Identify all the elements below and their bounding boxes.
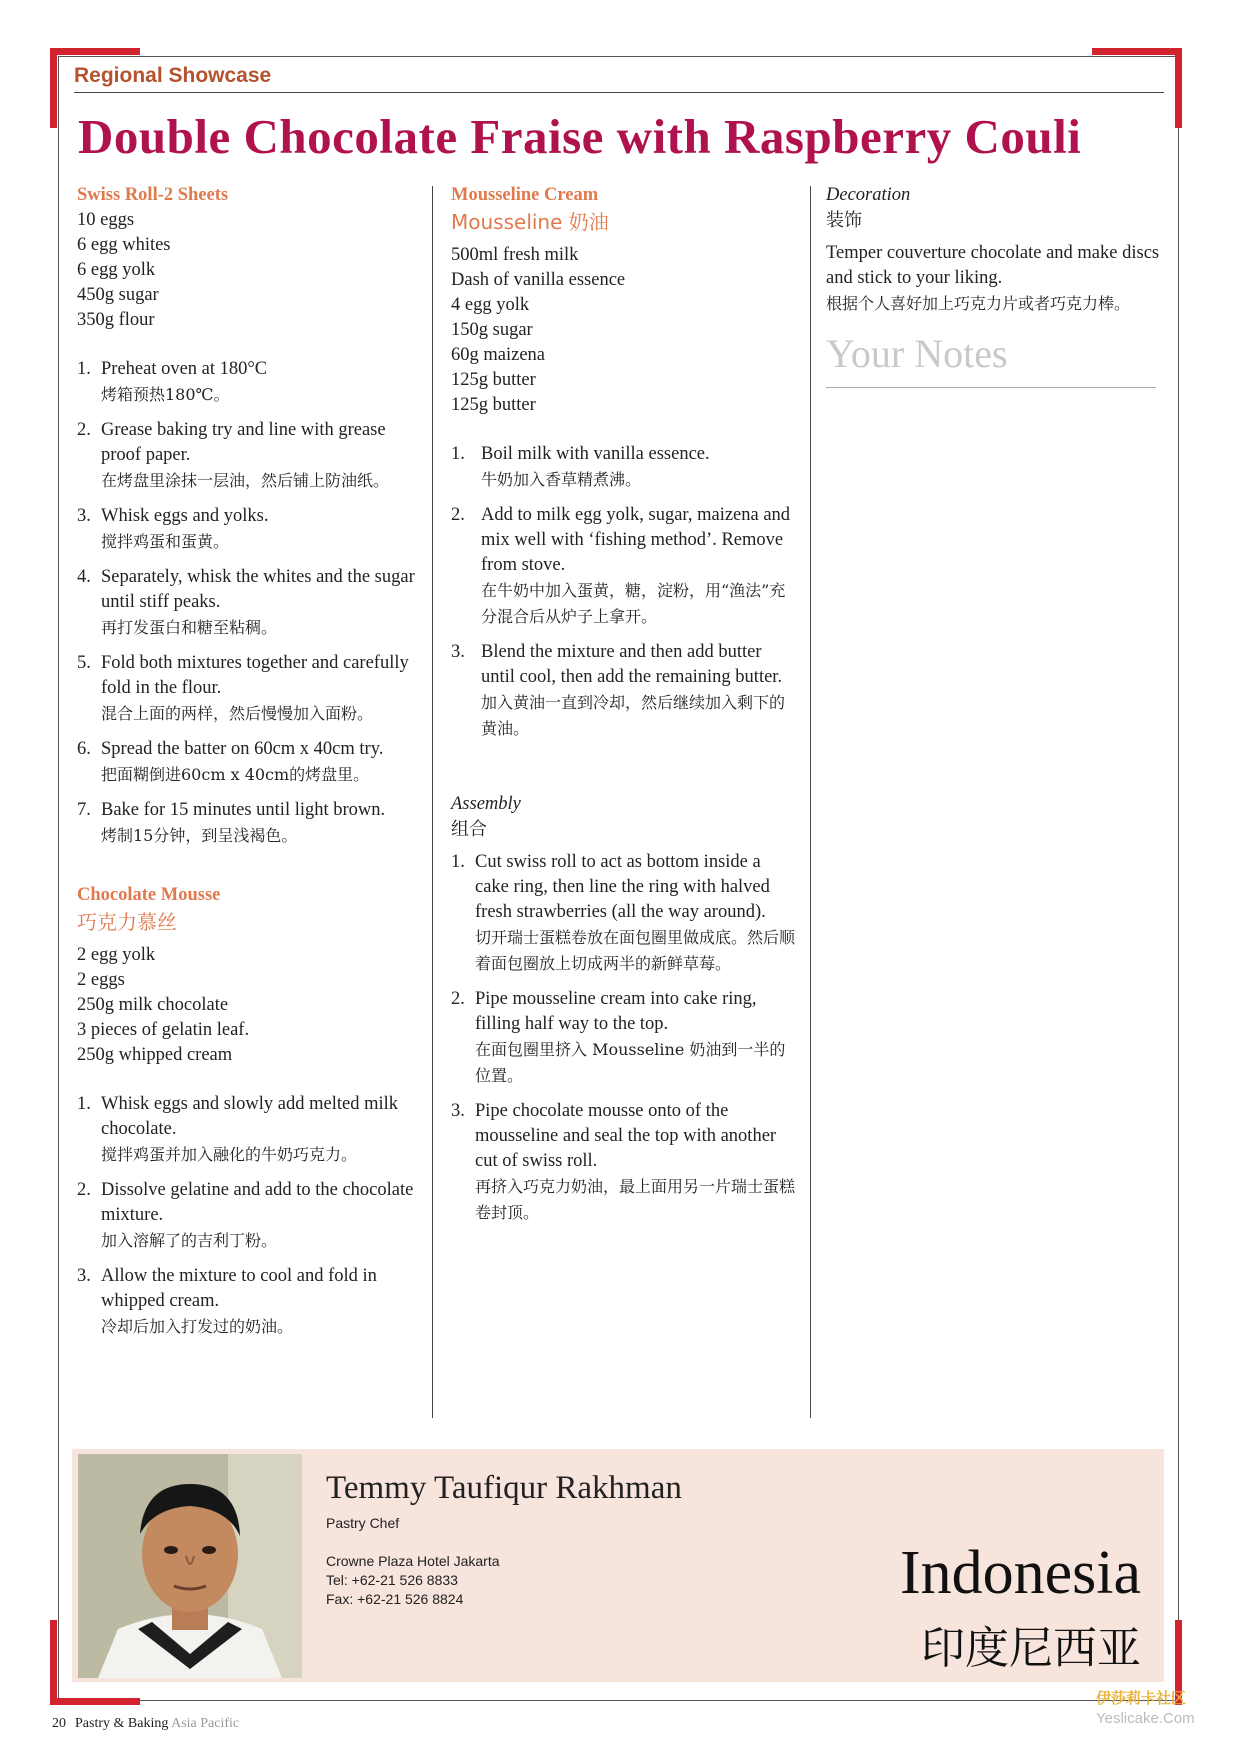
step-text-cn: 再打发蛋白和糖至粘稠。 <box>101 618 278 637</box>
ingredient: 500ml fresh milk <box>451 245 579 265</box>
ingredient: 60g maizena <box>451 345 545 365</box>
step-text-cn: 牛奶加入香草精煮沸。 <box>481 470 642 489</box>
ingredient: 150g sugar <box>451 320 533 340</box>
step-text-cn: 搅拌鸡蛋和蛋黄。 <box>101 532 230 551</box>
step-item <box>77 357 422 408</box>
chef-tel: Tel: +62-21 526 8833 <box>326 1572 458 1588</box>
publication-sub: Asia Pacific <box>171 1716 240 1731</box>
frame-left-line <box>58 56 59 1700</box>
corner-accent <box>50 1698 140 1705</box>
header-rule <box>74 92 1164 93</box>
step-item <box>77 798 422 849</box>
step-text-cn: 烤制15分钟，到呈浅褐色。 <box>101 826 298 845</box>
publication-main: Pastry & Baking <box>75 1716 169 1731</box>
notes-area <box>826 331 1166 376</box>
step-item <box>77 504 422 555</box>
step-text: Whisk eggs and slowly add melted milk chocolate. <box>101 1094 398 1139</box>
step-text: Cut swiss roll to act as bottom inside a cake ring, then line the ring with halved fresh strawberries (all the way around). <box>475 852 770 922</box>
step-text: Dissolve gelatine and add to the chocolate mixture. <box>101 1180 414 1225</box>
step-list <box>77 357 422 849</box>
step-number: 1. <box>451 852 465 872</box>
step-item <box>77 651 422 727</box>
step-text-cn: 烤箱预热180℃。 <box>101 385 230 404</box>
step-text: Separately, whisk the whites and the sugar until stiff peaks. <box>101 567 415 612</box>
frame-bottom-line <box>58 1700 1178 1701</box>
column-left <box>77 183 422 1350</box>
step-text-cn: 混合上面的两样，然后慢慢加入面粉。 <box>101 704 374 723</box>
frame-top-line <box>58 56 1178 57</box>
step-number: 2. <box>77 1180 91 1200</box>
step-text: Blend the mixture and then add butter until cool, then add the remaining butter. <box>481 642 783 687</box>
section-heading: Chocolate Mousse <box>77 885 221 905</box>
step-number: 1. <box>451 444 465 464</box>
notes-label: Your Notes <box>826 331 1008 376</box>
ingredient: 3 pieces of gelatin leaf. <box>77 1020 250 1040</box>
step-text: Fold both mixtures together and carefully fold in the flour. <box>101 653 409 698</box>
step-item <box>451 1099 796 1226</box>
step-text-cn: 加入黄油一直到冷却，然后继续加入剩下的黄油。 <box>481 693 786 738</box>
chef-fax: Fax: +62-21 526 8824 <box>326 1591 464 1607</box>
step-number: 3. <box>77 506 91 526</box>
step-number: 2. <box>451 505 465 525</box>
corner-accent <box>50 48 57 128</box>
step-number: 2. <box>77 420 91 440</box>
watermark-url: Yeslicake.Com <box>1096 1710 1195 1727</box>
step-text-cn: 在面包圈里挤入 Mousseline 奶油到一半的位置。 <box>475 1040 786 1085</box>
section-heading: Mousseline Cream <box>451 185 599 205</box>
ingredient: 250g whipped cream <box>77 1045 233 1065</box>
step-number: 7. <box>77 800 91 820</box>
decoration-text: Temper couverture chocolate and make discs and stick to your liking. <box>826 243 1160 288</box>
chef-name: Temmy Taufiqur Rakhman <box>326 1470 682 1506</box>
step-number: 2. <box>451 989 465 1009</box>
step-text: Pipe chocolate mousse onto of the mousseline and seal the top with another cut of swiss roll. <box>475 1101 777 1171</box>
step-text: Allow the mixture to cool and fold in whipped cream. <box>101 1266 377 1311</box>
step-number: 1. <box>77 359 91 379</box>
ingredient: 125g butter <box>451 395 536 415</box>
step-list <box>451 850 796 1226</box>
section-heading: Swiss Roll-2 Sheets <box>77 185 229 205</box>
step-item <box>451 640 796 742</box>
ingredient: 6 egg whites <box>77 235 171 255</box>
section-heading: Assembly <box>451 794 521 814</box>
ingredient: 2 eggs <box>77 970 125 990</box>
section-heading: Decoration <box>826 185 911 205</box>
ingredient: 10 eggs <box>77 210 135 230</box>
chef-photo <box>78 1454 302 1678</box>
corner-accent <box>50 1620 57 1705</box>
publication-name <box>75 1716 239 1732</box>
step-item <box>451 850 796 977</box>
frame-right-line <box>1178 56 1179 1700</box>
chef-role: Pastry Chef <box>326 1515 400 1531</box>
step-text-cn: 切开瑞士蛋糕卷放在面包圈里做成底。然后顺着面包圈放上切成两半的新鲜草莓。 <box>475 928 796 973</box>
step-number: 3. <box>451 642 465 662</box>
step-number: 6. <box>77 739 91 759</box>
step-text-cn: 冷却后加入打发过的奶油。 <box>101 1317 294 1336</box>
step-item <box>77 418 422 494</box>
column-divider <box>810 186 811 1418</box>
page-title: Double Chocolate Fraise with Raspberry Couli <box>78 109 1082 164</box>
section-heading-cn: 巧克力慕丝 <box>77 910 177 934</box>
step-text: Preheat oven at 180°C <box>101 359 268 379</box>
step-text: Whisk eggs and yolks. <box>101 506 269 526</box>
step-item <box>77 1264 422 1340</box>
step-item <box>451 442 796 493</box>
column-right <box>826 183 1166 376</box>
step-text-cn: 再挤入巧克力奶油，最上面用另一片瑞士蛋糕卷封顶。 <box>475 1177 796 1222</box>
step-text: Bake for 15 minutes until light brown. <box>101 800 386 820</box>
column-middle <box>451 183 796 1236</box>
chef-hotel: Crowne Plaza Hotel Jakarta <box>326 1553 500 1569</box>
step-text: Boil milk with vanilla essence. <box>481 444 710 464</box>
step-item <box>451 503 796 630</box>
ingredient: 4 egg yolk <box>451 295 530 315</box>
ingredient: 2 egg yolk <box>77 945 156 965</box>
corner-accent <box>1175 48 1182 128</box>
ingredient: 125g butter <box>451 370 536 390</box>
step-list <box>77 1092 422 1340</box>
chef-portrait-icon <box>78 1454 302 1678</box>
step-number: 4. <box>77 567 91 587</box>
section-heading-cn: 装饰 <box>826 210 862 231</box>
ingredient: 6 egg yolk <box>77 260 156 280</box>
country-name-cn: 印度尼西亚 <box>921 1623 1141 1674</box>
step-text-cn: 加入溶解了的吉利丁粉。 <box>101 1231 278 1250</box>
country-name: Indonesia <box>899 1539 1141 1607</box>
ingredient: 350g flour <box>77 310 155 330</box>
step-text-cn: 在牛奶中加入蛋黄，糖，淀粉，用“渔法”充分混合后从炉子上拿开。 <box>481 581 786 626</box>
step-number: 1. <box>77 1094 91 1114</box>
step-text-cn: 把面糊倒进60cm x 40cm的烤盘里。 <box>101 765 370 784</box>
step-list <box>451 442 796 742</box>
corner-accent <box>50 48 140 55</box>
ingredient: Dash of vanilla essence <box>451 270 626 290</box>
corner-accent <box>1092 48 1182 55</box>
step-text: Pipe mousseline cream into cake ring, filling half way to the top. <box>475 989 757 1034</box>
section-heading-cn: 组合 <box>451 819 487 840</box>
watermark-cn: 伊莎莉卡社区 <box>1096 1689 1187 1707</box>
step-number: 5. <box>77 653 91 673</box>
step-text-cn: 搅拌鸡蛋并加入融化的牛奶巧克力。 <box>101 1145 358 1164</box>
step-item <box>77 565 422 641</box>
step-text-cn: 在烤盘里涂抹一层油，然后铺上防油纸。 <box>101 471 390 490</box>
step-item <box>77 737 422 788</box>
section-heading-cn: Mousseline 奶油 <box>451 210 609 234</box>
notes-line <box>826 387 1156 388</box>
step-text: Add to milk egg yolk, sugar, maizena and mix well with ‘fishing method’. Remove from stove. <box>481 505 791 575</box>
section-tag: Regional Showcase <box>74 64 272 87</box>
step-number: 3. <box>77 1266 91 1286</box>
ingredient: 450g sugar <box>77 285 159 305</box>
page-number: 20 <box>52 1716 66 1731</box>
step-text: Spread the batter on 60cm x 40cm try. <box>101 739 384 759</box>
ingredient: 250g milk chocolate <box>77 995 229 1015</box>
step-text: Grease baking try and line with grease proof paper. <box>101 420 386 465</box>
decoration-text-cn: 根据个人喜好加上巧克力片或者巧克力棒。 <box>826 294 1131 313</box>
step-number: 3. <box>451 1101 465 1121</box>
step-item <box>451 987 796 1089</box>
step-item <box>77 1178 422 1254</box>
column-divider <box>432 186 433 1418</box>
step-item <box>77 1092 422 1168</box>
